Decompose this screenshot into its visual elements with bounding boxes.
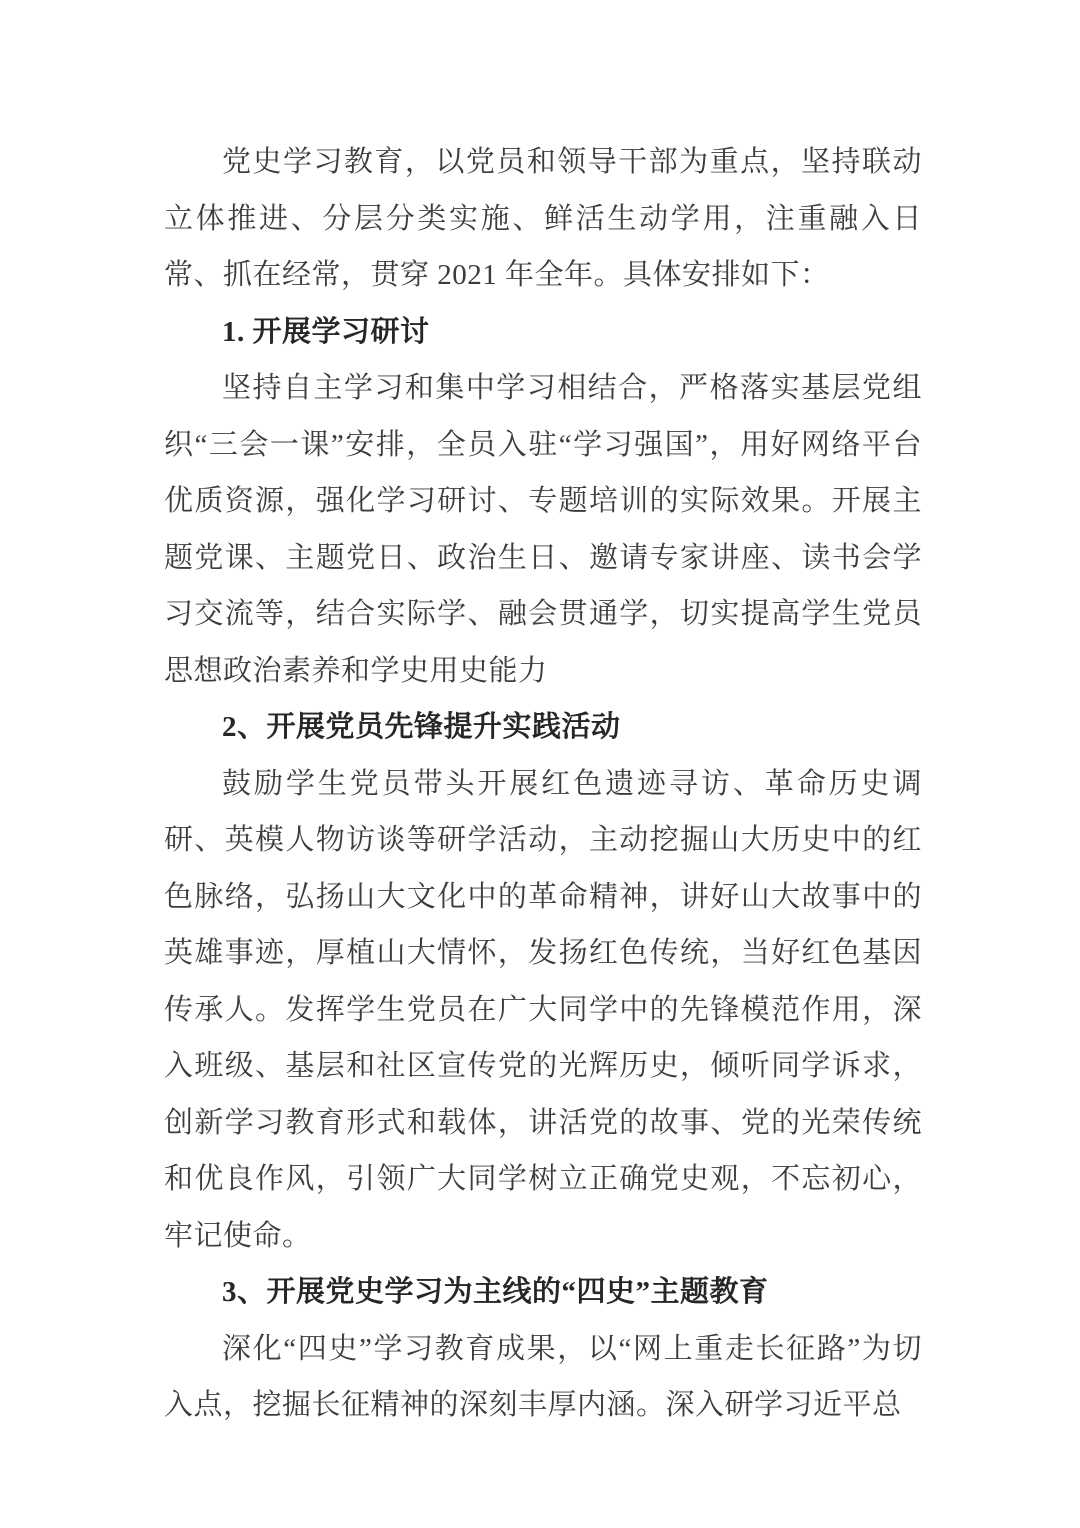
section-heading: 1. 开展学习研讨 (222, 315, 430, 348)
document-body (164, 134, 922, 1434)
section-heading: 3、开展党史学习为主线的“四史”主题教育 (222, 1276, 769, 1308)
body-paragraph: 坚持自主学习和集中学习相结合，严格落实基层党组织“三会一课”安排，全员入驻“学习强国”，用好网络平台优质资源，强化学习研讨、专题培训的实际效果。开展主题党课、主题党日、政治生日、邀请专家讲座、读书会学习交流等，结合实际学、融会贯通学，切实提高学生党员思想政治素养和学史用史能力 (164, 372, 922, 687)
body-paragraph: 鼓励学生党员带头开展红色遗迹寻访、革命历史调研、英模人物访谈等研学活动，主动挖掘山大历史中的红色脉络，弘扬山大文化中的革命精神，讲好山大故事中的英雄事迹，厚植山大情怀，发扬红色传统，当好红色基因传承人。发挥学生党员在广大同学中的先锋模范作用，深入班级、基层和社区宣传党的光辉历史，倾听同学诉求，创新学习教育形式和载体，讲活党的故事、党的光荣传统和优良作风，引领广大同学树立正确党史观，不忘初心，牢记使命。 (164, 767, 922, 1252)
section-heading: 2、开展党员先锋提升实践活动 (222, 711, 621, 743)
body-paragraph: 深化“四史”学习教育成果，以“网上重走长征路”为切入点，挖掘长征精神的深刻丰厚内涵。深入研学习近平总 (164, 1332, 922, 1421)
body-paragraph: 党史学习教育，以党员和领导干部为重点，坚持联动立体推进、分层分类实施、鲜活生动学用，注重融入日常、抓在经常，贯穿 2021 年全年。具体安排如下： (164, 146, 922, 291)
